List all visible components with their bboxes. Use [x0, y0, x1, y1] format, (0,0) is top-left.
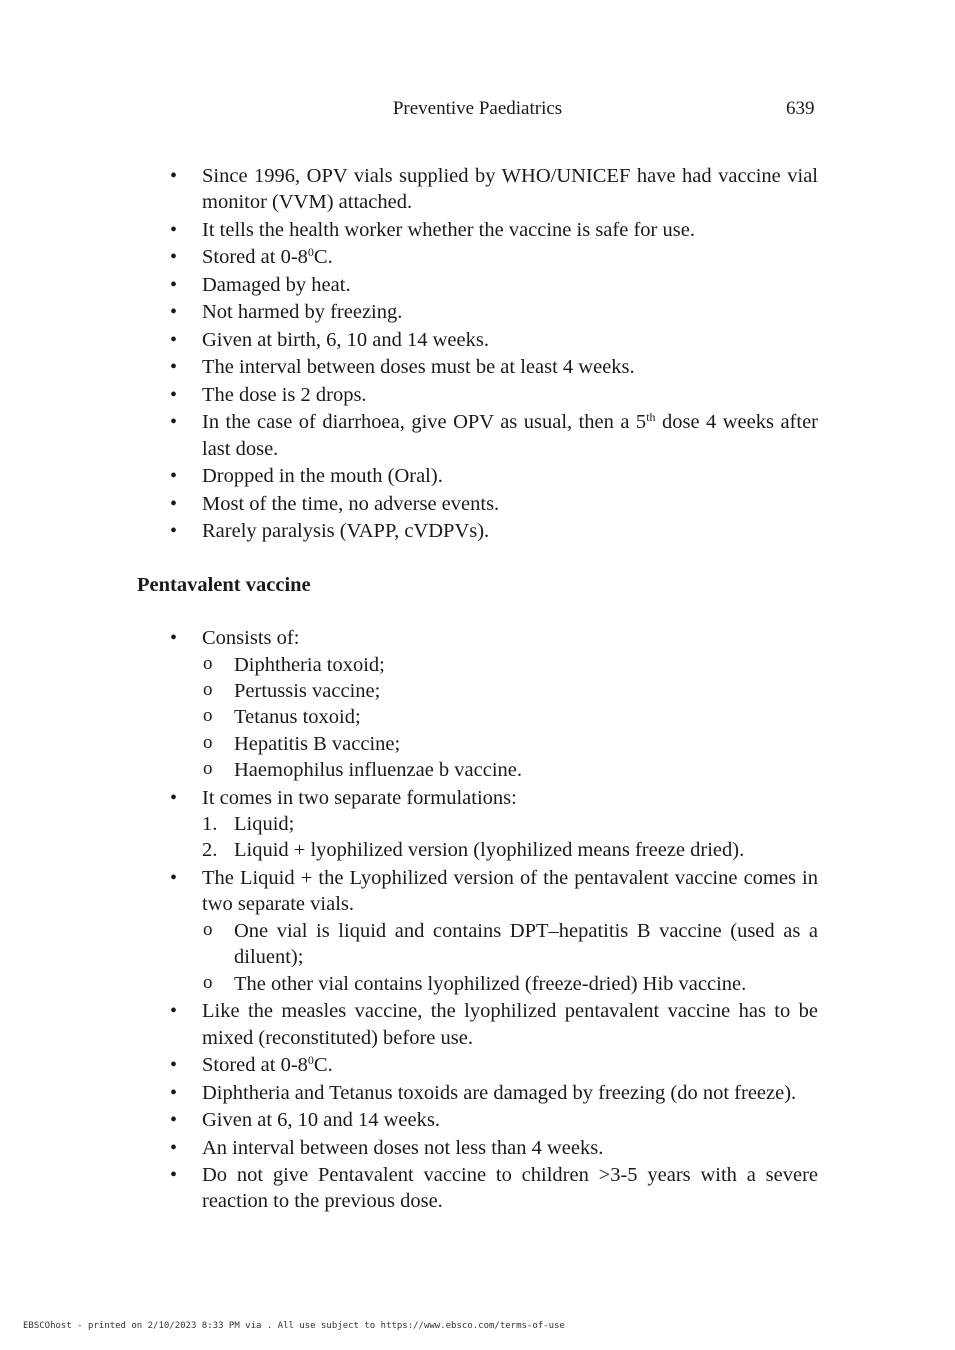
sub-list-item: o Pertussis vaccine;	[202, 678, 818, 704]
formulations-list	[202, 811, 818, 864]
list-item: • The dose is 2 drops.	[137, 382, 818, 408]
vials-label: The Liquid + the Lyophilized version of the pentavalent vaccine comes in two separate vials.	[202, 866, 818, 916]
numbered-item: 1. Liquid;	[202, 813, 295, 836]
list-item	[137, 625, 818, 783]
list-item: • Dropped in the mouth (Oral).	[137, 463, 818, 489]
list-item: • The interval between doses must be at least 4 weeks.	[137, 354, 818, 380]
list-item: • Diphtheria and Tetanus toxoids are damaged by freezing (do not freeze).	[137, 1080, 818, 1106]
list-item: • Stored at $0-8^0C$.	[137, 1052, 818, 1078]
sub-list-item: o The other vial contains lyophilized (freeze-dried) Hib vaccine.	[202, 971, 818, 997]
list-item: • Most of the time, no adverse events.	[137, 491, 818, 517]
list-item: • Rarely paralysis (VAPP, cVDPVs).	[137, 518, 818, 544]
print-footer: EBSCOhost - printed on 2/10/2023 8:33 PM via . All use subject to https://www.ebsco.com/terms-of-use	[23, 1321, 565, 1331]
list-item: • Given at birth, 6, 10 and 14 weeks.	[137, 327, 818, 353]
sub-list-item: o Hepatitis B vaccine;	[202, 731, 818, 757]
components-sublist	[202, 652, 818, 784]
sub-list-item: o Tetanus toxoid;	[202, 704, 818, 730]
list-item	[137, 865, 818, 997]
list-item: • Stored at $0-8^0C$.	[137, 244, 818, 270]
list-item: • In the case of diarrhoea, give OPV as usual, then a 5th dose 4 weeks after last dose.	[137, 409, 818, 462]
list-item: • Given at 6, 10 and 14 weeks.	[137, 1107, 818, 1133]
section-heading: Pentavalent vaccine	[137, 573, 311, 596]
consists-label: Consists of:	[202, 627, 300, 650]
sub-list-item: o Haemophilus influenzae b vaccine.	[202, 757, 818, 783]
sub-list-item: o One vial is liquid and contains DPT–hepatitis B vaccine (used as a diluent);	[202, 918, 818, 971]
list-item: • Like the measles vaccine, the lyophilized pentavalent vaccine has to be mixed (reconstituted) before use.	[137, 998, 818, 1051]
page-content	[137, 163, 818, 1216]
numbered-item: 2. Liquid + lyophilized version (lyophilized means freeze dried).	[202, 839, 745, 862]
list-item: • Do not give Pentavalent vaccine to children >3-5 years with a severe reaction to the previous dose.	[137, 1162, 818, 1215]
vials-sublist	[202, 918, 818, 997]
formulations-label: It comes in two separate formulations:	[202, 786, 517, 809]
pentavalent-bullet-list	[137, 625, 818, 1215]
list-item: • Damaged by heat.	[137, 272, 818, 298]
running-title: Preventive Paediatrics	[392, 98, 563, 119]
sub-list-item: o Diphtheria toxoid;	[202, 652, 818, 678]
list-item: • It tells the health worker whether the vaccine is safe for use.	[137, 217, 818, 243]
list-item: • An interval between doses not less than 4 weeks.	[137, 1135, 818, 1161]
list-item	[137, 785, 818, 864]
list-item: • Not harmed by freezing.	[137, 299, 818, 325]
opv-bullet-list	[137, 163, 818, 545]
page-number: 639	[786, 98, 815, 119]
list-item: • Since 1996, OPV vials supplied by WHO/UNICEF have had vaccine vial monitor (VVM) attached.	[137, 163, 818, 216]
